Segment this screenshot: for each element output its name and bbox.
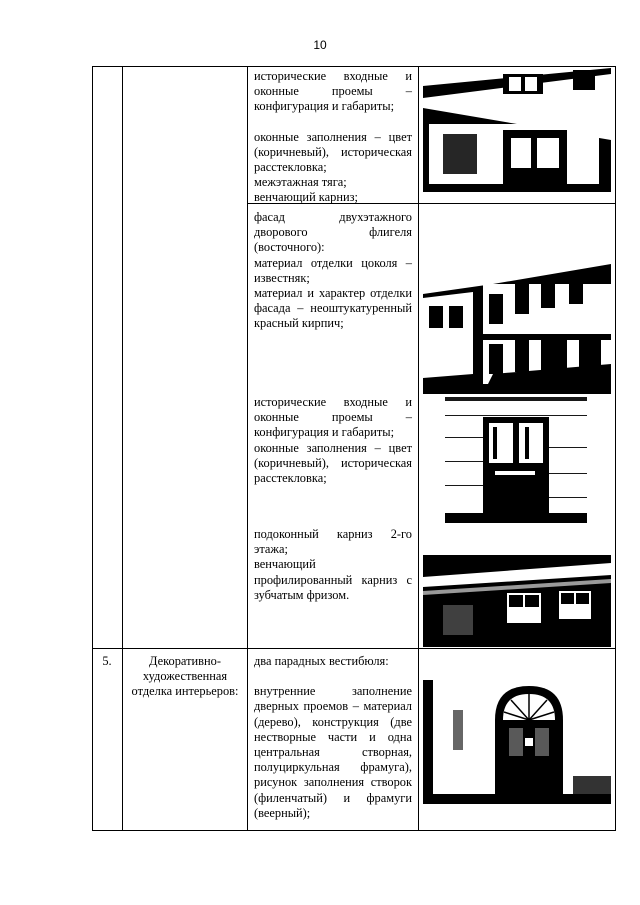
section5-block bbox=[254, 654, 412, 821]
paragraph: оконные заполнения – цвет (коричневый), историческая расстекловка; bbox=[254, 440, 412, 486]
table-border-top bbox=[92, 66, 616, 67]
paragraph: исторические входные и оконные проемы – конфигурация и габариты; bbox=[254, 69, 412, 114]
paragraph: материал и характер отделки фасада – неоштукатуренный красный кирпич; bbox=[254, 286, 412, 331]
table-border-left bbox=[92, 66, 93, 831]
paragraph: оконные заполнения – цвет (коричневый), историческая расстекловка; bbox=[254, 129, 412, 175]
section4-block-2 bbox=[254, 210, 412, 332]
cornice-windows-photo bbox=[423, 555, 611, 647]
vestibule-door-photo bbox=[423, 680, 611, 804]
row-divider-section5 bbox=[92, 648, 616, 649]
section4-block-4 bbox=[254, 527, 412, 603]
entrance-door-photo bbox=[445, 397, 587, 523]
section5-number: 5. bbox=[102, 654, 112, 668]
section5-title: Декоративно-художественная отделка интерьеров: bbox=[131, 654, 239, 699]
paragraph: венчающий профилированный карниз с зубчатым фризом. bbox=[254, 557, 412, 602]
table-border-bottom bbox=[92, 830, 616, 831]
paragraph: фасад двухэтажного дворового флигеля (восточного): bbox=[254, 210, 412, 255]
table-border-col1 bbox=[122, 66, 123, 831]
section4-block-1 bbox=[254, 69, 412, 206]
table-border-col3 bbox=[418, 66, 419, 831]
paragraph: материал отделки цоколя – известняк; bbox=[254, 255, 412, 285]
table-border-col2 bbox=[247, 66, 248, 831]
paragraph: два парадных вестибюля: bbox=[254, 654, 389, 668]
paragraph: подоконный карниз 2-го этажа; bbox=[254, 527, 412, 557]
facade-entrance-photo bbox=[423, 68, 611, 192]
paragraph: исторические входные и оконные проемы – конфигурация и габариты; bbox=[254, 395, 412, 440]
paragraph: межэтажная тяга; bbox=[254, 175, 347, 190]
page-number: 10 bbox=[313, 38, 327, 52]
courtyard-wing-facade-photo bbox=[423, 254, 611, 394]
section4-block-3 bbox=[254, 395, 412, 486]
paragraph: внутренние заполнение дверных проемов – материал (дерево), конструкция (две нестворные части и одна центральная створная, полуциркульная фрамуга), рисунок заполнения створок (филенчатый) и фрамуги (веерный); bbox=[254, 684, 412, 820]
paragraph: венчающий карниз; bbox=[254, 190, 358, 205]
table-border-right bbox=[615, 66, 616, 831]
